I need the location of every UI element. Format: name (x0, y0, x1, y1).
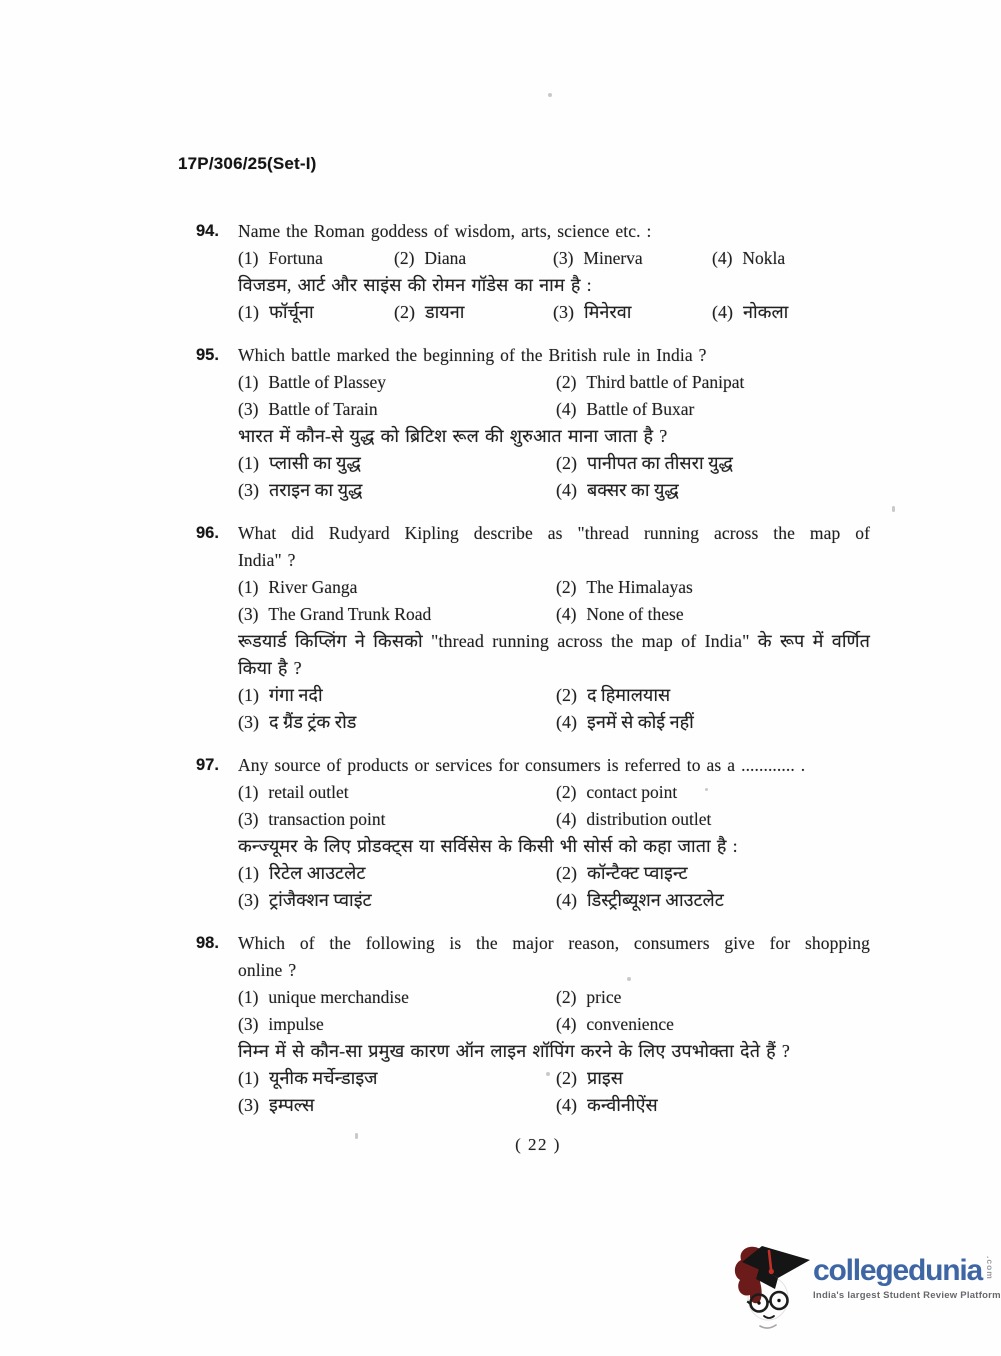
option-num: (2) (556, 782, 577, 802)
option-label: प्राइस (587, 1068, 623, 1088)
option-hi-2 (556, 1065, 870, 1092)
option-label: डायना (425, 302, 465, 322)
option-en-1 (238, 245, 394, 272)
option-num: (1) (238, 685, 259, 705)
question-text-en-line2: India" ? (238, 550, 296, 570)
option-hi-1 (238, 860, 556, 887)
option-num: (1) (238, 863, 259, 883)
scan-speck (546, 1072, 550, 1076)
option-label: price (586, 987, 622, 1007)
option-num: (3) (553, 302, 574, 322)
option-num: (4) (712, 302, 733, 322)
option-num: (4) (556, 604, 577, 624)
option-en-4 (556, 806, 870, 833)
question-number: 95. (196, 346, 219, 364)
option-label: River Ganga (268, 577, 358, 597)
option-label: द ग्रैंड ट्रंक रोड (269, 712, 357, 732)
option-num: (3) (553, 248, 574, 268)
option-en-1 (238, 574, 556, 601)
option-label: कन्वीनीऐंस (587, 1095, 658, 1115)
option-label: distribution outlet (586, 809, 712, 829)
option-hi-2 (556, 450, 870, 477)
collegedunia-tagline: India's largest Student Review Platform (813, 1290, 1001, 1301)
option-num: (3) (238, 1095, 259, 1115)
option-label: convenience (586, 1014, 674, 1034)
scan-speck (355, 1133, 358, 1139)
option-num: (2) (556, 453, 577, 473)
question-text-en: Which battle marked the beginning of the British rule in India ? (238, 345, 707, 365)
question-text-hi: निम्न में से कौन-सा प्रमुख कारण ऑन लाइन शॉपिंग करने के लिए उपभोक्ता देते हैं ? (238, 1041, 791, 1061)
option-label: नोकला (743, 302, 789, 322)
option-hi-1 (238, 682, 556, 709)
option-label: प्लासी का युद्ध (269, 453, 361, 473)
question-text-hi: कन्ज्यूमर के लिए प्रोडक्ट्स या सर्विसेस के किसी भी सोर्स को कहा जाता है : (238, 836, 738, 856)
option-num: (4) (556, 399, 577, 419)
option-en-4 (712, 245, 870, 272)
option-num: (4) (556, 890, 577, 910)
option-label: डिस्ट्रीब्यूशन आउटलेट (587, 890, 724, 910)
option-hi-3 (238, 709, 556, 736)
option-num: (3) (238, 604, 259, 624)
option-num: (4) (556, 1095, 577, 1115)
option-hi-2 (394, 299, 553, 326)
option-hi-4 (556, 709, 870, 736)
question-98 (196, 930, 880, 1119)
option-hi-3 (238, 477, 556, 504)
option-label: बक्सर का युद्ध (587, 480, 679, 500)
option-label: Battle of Buxar (586, 399, 695, 419)
option-num: (3) (238, 712, 259, 732)
option-num: (1) (238, 782, 259, 802)
question-text-en: Any source of products or services for consumers is referred to as a ............ . (238, 755, 806, 775)
option-num: (2) (556, 863, 577, 883)
option-en-3 (553, 245, 712, 272)
scan-speck (548, 93, 552, 97)
option-label: तराइन का युद्ध (269, 480, 363, 500)
option-hi-4 (556, 1092, 870, 1119)
option-hi-4 (556, 477, 870, 504)
option-num: (2) (556, 372, 577, 392)
exam-paper-code: 17P/306/25(Set-I) (178, 154, 317, 173)
option-label: इम्पल्स (269, 1095, 315, 1115)
option-num: (2) (394, 248, 415, 268)
collegedunia-logo-text: collegedunia (813, 1254, 982, 1287)
option-hi-2 (556, 860, 870, 887)
option-en-3 (238, 396, 556, 423)
question-list (196, 218, 880, 1155)
option-num: (4) (556, 1014, 577, 1034)
option-hi-3 (238, 887, 556, 914)
option-hi-1 (238, 299, 394, 326)
option-label: ट्रांजैक्शन प्वाइंट (269, 890, 372, 910)
option-num: (2) (556, 577, 577, 597)
option-en-4 (556, 601, 870, 628)
question-text-hi: रूडयार्ड किप्लिंग ने किसको "thread running across the map of India" के रूप में वर्णित (238, 631, 870, 651)
question-number: 96. (196, 524, 219, 542)
option-en-2 (556, 369, 870, 396)
option-label: Third battle of Panipat (586, 372, 745, 392)
option-num: (3) (238, 480, 259, 500)
option-num: (1) (238, 1068, 259, 1088)
option-label: Minerva (583, 248, 643, 268)
option-label: पानीपत का तीसरा युद्ध (587, 453, 733, 473)
option-num: (4) (556, 809, 577, 829)
scan-speck (892, 506, 895, 512)
option-label: यूनीक मर्चेन्डाइज (269, 1068, 378, 1088)
question-95 (196, 342, 880, 504)
collegedunia-mascot-icon (732, 1242, 812, 1330)
question-text-hi: भारत में कौन-से युद्ध को ब्रिटिश रूल की शुरुआत माना जाता है ? (238, 426, 668, 446)
option-label: गंगा नदी (269, 685, 323, 705)
collegedunia-logo-domain: .com (984, 1256, 995, 1280)
option-label: unique merchandise (268, 987, 409, 1007)
question-94 (196, 218, 880, 326)
option-label: The Grand Trunk Road (268, 604, 432, 624)
option-hi-3 (238, 1092, 556, 1119)
option-en-1 (238, 779, 556, 806)
option-num: (4) (556, 480, 577, 500)
question-text-en: Which of the following is the major reason, consumers give for shopping (238, 933, 870, 953)
option-en-3 (238, 601, 556, 628)
question-text-hi-line2: किया है ? (238, 658, 302, 678)
option-label: इनमें से कोई नहीं (587, 712, 694, 732)
option-num: (3) (238, 399, 259, 419)
option-en-1 (238, 984, 556, 1011)
question-96 (196, 520, 880, 736)
question-number: 98. (196, 934, 219, 952)
option-num: (1) (238, 302, 259, 322)
option-num: (2) (556, 987, 577, 1007)
option-label: The Himalayas (586, 577, 693, 597)
question-number: 97. (196, 756, 219, 774)
question-text-en: Name the Roman goddess of wisdom, arts, science etc. : (238, 221, 652, 241)
option-label: Diana (424, 248, 467, 268)
option-label: Fortuna (268, 248, 323, 268)
option-label: द हिमालयास (587, 685, 671, 705)
option-hi-2 (556, 682, 870, 709)
option-hi-1 (238, 450, 556, 477)
question-text-en-line2: online ? (238, 960, 297, 980)
option-en-2 (556, 779, 870, 806)
option-label: Battle of Plassey (268, 372, 387, 392)
option-hi-4 (556, 887, 870, 914)
option-num: (1) (238, 248, 259, 268)
option-label: Battle of Tarain (268, 399, 378, 419)
option-num: (3) (238, 809, 259, 829)
option-en-2 (556, 984, 870, 1011)
option-label: रिटेल आउटलेट (269, 863, 366, 883)
option-num: (3) (238, 1014, 259, 1034)
option-hi-1 (238, 1065, 556, 1092)
question-text-en: What did Rudyard Kipling describe as "thread running across the map of (238, 523, 870, 543)
option-label: मिनेरवा (584, 302, 632, 322)
option-label: impulse (268, 1014, 324, 1034)
option-en-4 (556, 396, 870, 423)
option-label: फॉर्चूना (269, 302, 314, 322)
option-num: (2) (556, 685, 577, 705)
option-en-2 (556, 574, 870, 601)
option-label: retail outlet (268, 782, 349, 802)
question-number: 94. (196, 222, 219, 240)
collegedunia-watermark (732, 1242, 1001, 1330)
option-label: Nokla (742, 248, 786, 268)
option-hi-3 (553, 299, 712, 326)
option-num: (1) (238, 577, 259, 597)
option-en-4 (556, 1011, 870, 1038)
option-label: कॉन्टैक्ट प्वाइन्ट (587, 863, 688, 883)
option-en-2 (394, 245, 553, 272)
option-num: (4) (712, 248, 733, 268)
option-num: (1) (238, 987, 259, 1007)
question-text-hi: विजडम, आर्ट और साइंस की रोमन गॉडेस का नाम है : (238, 275, 592, 295)
option-num: (3) (238, 890, 259, 910)
option-num: (4) (556, 712, 577, 732)
option-en-3 (238, 806, 556, 833)
option-label: None of these (586, 604, 684, 624)
scan-speck (705, 788, 708, 791)
option-num: (2) (394, 302, 415, 322)
option-num: (1) (238, 453, 259, 473)
option-en-3 (238, 1011, 556, 1038)
option-label: contact point (586, 782, 678, 802)
option-en-1 (238, 369, 556, 396)
question-97 (196, 752, 880, 914)
scan-speck (627, 977, 631, 981)
option-label: transaction point (268, 809, 386, 829)
option-hi-4 (712, 299, 870, 326)
option-num: (1) (238, 372, 259, 392)
option-num: (2) (556, 1068, 577, 1088)
page-number: ( 22 ) (515, 1135, 561, 1154)
